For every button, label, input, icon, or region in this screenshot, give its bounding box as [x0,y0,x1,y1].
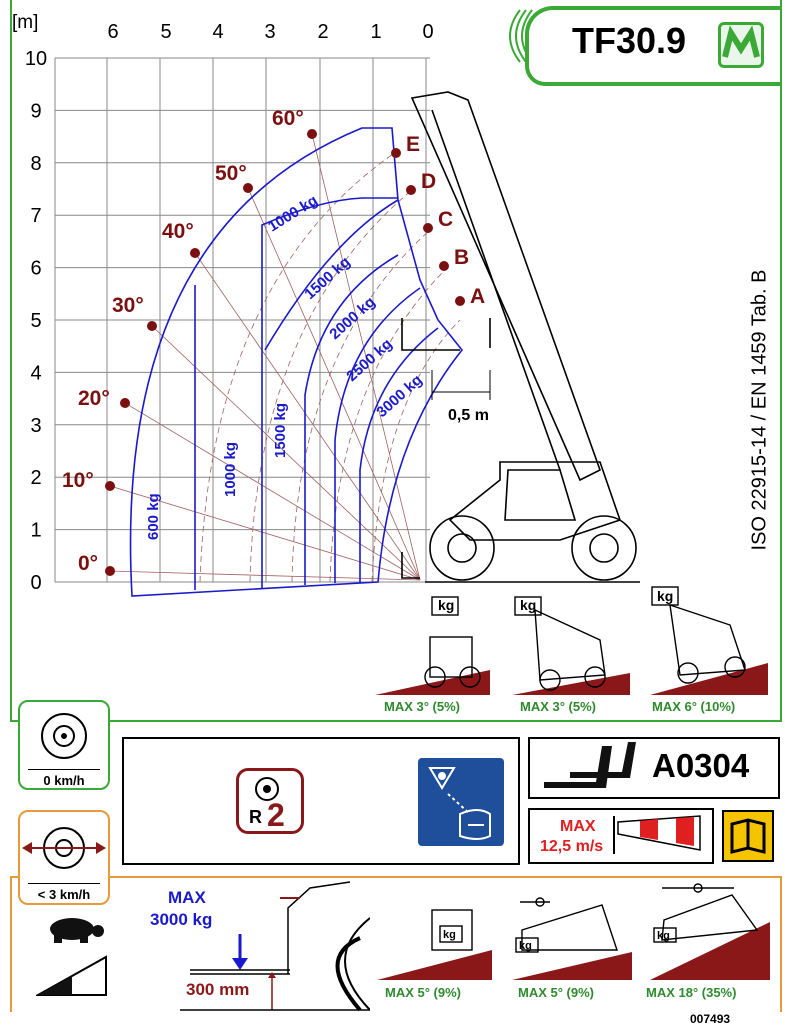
load-label: 1500 kg [272,402,289,458]
load-label: 1000 kg [265,191,321,236]
extension-mark: D [421,170,437,193]
slope-ramp [375,663,768,695]
y-tick-label: 1 [30,519,42,542]
angle-label: 50° [215,162,247,185]
extension-mark: A [470,285,486,308]
travel-speed-box [18,810,110,905]
x-tick-label: 5 [160,21,172,43]
kg-tag-text: kg [519,940,532,952]
extension-mark: E [406,133,421,156]
svg-text:0,5 m: 0,5 m [448,407,489,424]
slope-limit: MAX 18° (35%) [646,985,737,1000]
x-tick-label: 0 [422,21,434,43]
load-label: 2500 kg [343,335,396,385]
slope-limit: MAX 3° (5%) [384,699,460,714]
machine-front [430,637,472,677]
mode-r2-icon [236,768,304,834]
y-tick-label: 2 [30,467,42,490]
y-tick-label: 10 [24,48,48,70]
extension-arcs [200,152,460,582]
forks-icon [540,742,640,792]
speed-label: < 3 km/h [28,883,100,902]
load-label: 1500 kg [301,253,354,303]
load-label: 600 kg [145,493,162,540]
wheel-arrows-icon [20,812,108,878]
load-label: 3000 kg [373,371,426,421]
load-label: 1000 kg [222,441,239,497]
steering-mode-icon [418,758,504,846]
model-title: TF30.9 [572,20,687,61]
y-tick-label: 6 [30,257,42,280]
kg-tag-text: kg [657,588,674,604]
document-reference: 007493 [690,1012,731,1026]
y-tick-label: 4 [30,362,42,385]
angle-label: 40° [162,220,194,243]
x-tick-label: 1 [370,21,382,43]
slope-icon [36,955,108,997]
y-tick-label: 0 [30,572,42,594]
y-tick-label: 9 [30,100,42,123]
windsock-icon [610,812,710,856]
angle-label: 20° [78,387,110,410]
y-tick-label: 5 [30,310,42,332]
extension-mark: B [454,246,470,269]
x-tick-label: 4 [212,21,224,43]
extension-mark: C [438,208,454,231]
turtle-icon [40,915,110,945]
slope-limit: MAX 3° (5%) [520,699,596,714]
kg-tag-text: kg [520,597,537,613]
slope-pictograms-top [370,585,780,700]
x-tick-label: 2 [317,21,329,43]
fork-offset-dimension [432,370,490,424]
mode-number: 2 [267,797,285,833]
speed-label: 0 km/h [28,769,100,788]
load-envelope [131,128,462,596]
slope-limit: MAX 6° (10%) [652,699,736,714]
load-label: 2000 kg [326,293,379,343]
wind-value: 12,5 m/s [540,838,604,855]
axis-unit: [m] [12,12,39,33]
y-tick-label: 7 [30,205,42,228]
telehandler-drawing [402,92,640,582]
slope-limit: MAX 5° (9%) [385,985,461,1000]
standard-label: ISO 22915-14 / EN 1459 Tab. B [748,269,771,551]
manual-book-icon[interactable] [722,810,774,862]
angle-label: 30° [112,294,144,317]
angle-label: 0° [78,552,99,575]
mode-r: R [249,807,262,827]
angle-label: 60° [272,107,304,130]
y-axis-labels [25,48,47,594]
wheel-icon [20,702,108,764]
kg-tag-text: kg [657,930,670,942]
slope-pictograms-bottom [372,880,782,985]
x-tick-label: 3 [264,21,276,43]
chart-grid [55,58,430,582]
max-load-label: MAX [168,888,206,907]
stationary-speed-box [18,700,110,790]
y-tick-label: 3 [30,414,42,437]
angle-label: 10° [62,469,94,492]
slope-limit: MAX 5° (9%) [518,985,594,1000]
slope-ramp [377,922,770,980]
kg-tag-text: kg [438,597,455,613]
fork-code: A0304 [652,747,750,784]
max-load-value: 3000 kg [150,910,213,929]
x-tick-label: 6 [107,21,119,43]
kg-tag-text: kg [443,929,456,941]
y-tick-label: 8 [30,152,42,175]
x-axis-labels [107,21,433,43]
wind-max-label: MAX [560,818,596,835]
fork-height-label: 300 mm [186,980,250,999]
